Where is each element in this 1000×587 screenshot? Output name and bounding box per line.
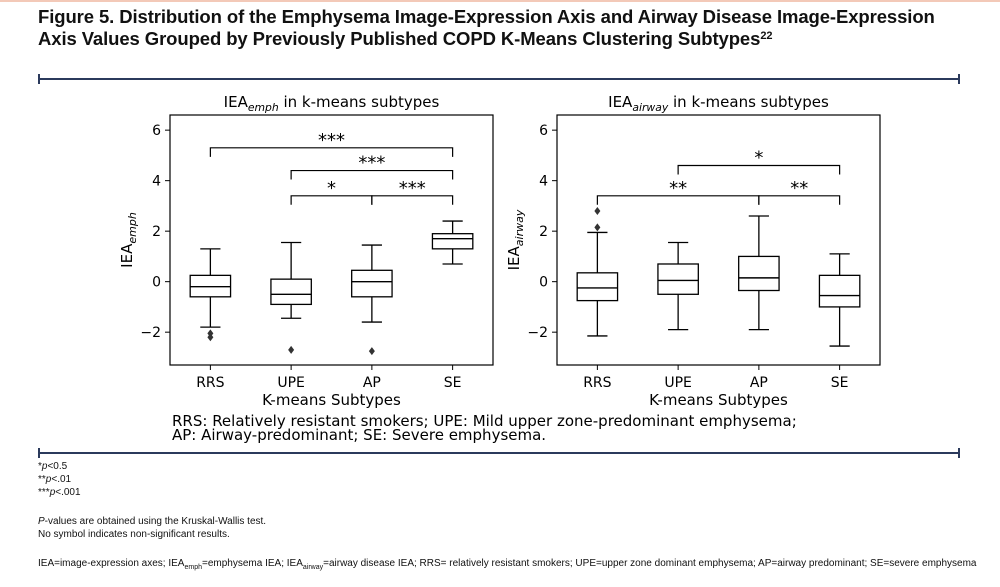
- box-se: [432, 221, 472, 264]
- significance-bracket: [759, 178, 840, 205]
- box-ap: [352, 245, 392, 355]
- box-iqr: [739, 256, 779, 290]
- x-axis-label: K-means Subtypes: [649, 391, 788, 409]
- significance-label: ***: [358, 152, 386, 174]
- box-iqr: [819, 275, 859, 307]
- footnote-sig-3-value: <.001: [55, 487, 81, 498]
- footnote-pvalues: [38, 515, 968, 528]
- box-rrs: [190, 249, 230, 341]
- box-rrs: [577, 207, 617, 336]
- significance-label: **: [790, 177, 809, 199]
- x-axis-label: K-means Subtypes: [262, 391, 401, 409]
- outlier-point: [288, 346, 294, 354]
- y-tick-label: 0: [539, 274, 548, 291]
- footnote-sig-1-mark: *: [38, 461, 42, 472]
- y-axis-label: $IEA_{emph}$: [118, 212, 139, 268]
- caption-line-2: AP: Airway-predominant; SE: Severe emphysema.: [172, 426, 547, 444]
- footnote-abbr-b: =emphysema IEA; IEA: [201, 558, 303, 569]
- x-tick-label: UPE: [277, 375, 305, 391]
- x-tick-label: AP: [749, 375, 768, 391]
- footnote-sig-1-p: p: [41, 461, 48, 472]
- y-tick-label: 4: [152, 173, 161, 190]
- x-tick-label: SE: [443, 375, 462, 391]
- footnote-sig-3: [38, 486, 968, 499]
- footnote-abbreviations: [38, 557, 977, 571]
- footnote-sig-2-mark: **: [38, 474, 46, 485]
- footnote-sig-2: [38, 473, 968, 486]
- significance-bracket: [291, 153, 453, 180]
- x-tick-label: RRS: [196, 375, 225, 391]
- box-iqr: [352, 270, 392, 297]
- significance-label: ***: [318, 129, 345, 151]
- x-tick-label: RRS: [583, 375, 612, 391]
- y-tick-label: 6: [539, 123, 548, 140]
- footnotes: [38, 460, 977, 571]
- figure-title-text: Figure 5. Distribution of the Emphysema Image-Expression Axis and Airway Disease Image-Expression Axis Values Grouped by Previously Published COPD K-Means Clustering Subtypes: [38, 6, 935, 49]
- box-iqr: [271, 279, 311, 304]
- footnote-abbr-a: IEA=image-expression axes; IEA: [38, 558, 185, 569]
- y-tick-label: −2: [140, 325, 161, 342]
- footnote-abbr-a-sub: emph: [184, 564, 202, 571]
- x-tick-label: UPE: [664, 375, 692, 391]
- box-upe: [271, 243, 311, 354]
- footnote-no-symbol: No symbol indicates non-significant results.: [38, 529, 230, 540]
- significance-label: *: [754, 147, 764, 169]
- footnote-sig-1: [38, 460, 968, 473]
- footnote-abbr-b-sub: airway: [302, 564, 324, 571]
- box-iqr: [432, 234, 472, 249]
- box-iqr: [658, 264, 698, 294]
- footnote-sig-2-p: p: [45, 474, 52, 485]
- footnote-pvalues-text: -values are obtained using the Kruskal-Wallis test.: [44, 516, 267, 527]
- y-tick-label: 6: [152, 123, 161, 140]
- footnote-sig-3-p: p: [49, 487, 56, 498]
- chart-title: $IEA_{emph}$ in k-means subtypes: [223, 93, 440, 115]
- outlier-point: [369, 347, 375, 355]
- significance-bracket: [210, 130, 452, 157]
- footnote-sig-1-value: <0.5: [47, 461, 68, 472]
- box-se: [819, 254, 859, 346]
- box-ap: [739, 216, 779, 330]
- significance-label: *: [327, 177, 336, 199]
- footnote-pvalues-p: P: [38, 516, 45, 527]
- footnote-abbr-c: =airway disease IEA; RRS= relatively resistant smokers; UPE=upper zone dominant emphysema; AP=airway predominant; SE=severe emphysema: [323, 558, 977, 569]
- footnote-sig-3-mark: ***: [38, 487, 50, 498]
- outlier-point: [594, 223, 600, 231]
- plot-frame: [557, 115, 880, 365]
- significance-label: ***: [398, 177, 426, 199]
- y-tick-label: 0: [152, 274, 161, 291]
- significance-label: **: [669, 177, 688, 199]
- y-tick-label: 2: [539, 224, 548, 241]
- box-iqr: [577, 273, 617, 301]
- x-tick-label: SE: [830, 375, 849, 391]
- caption-line-1: RRS: Relatively resistant smokers; UPE: Mild upper zone-predominant emphysema;: [172, 412, 797, 430]
- y-tick-label: −2: [527, 325, 548, 342]
- outlier-point: [594, 207, 600, 215]
- y-tick-label: 4: [539, 173, 548, 190]
- y-axis-label: $IEA_{airway}$: [505, 209, 526, 271]
- box-upe: [658, 243, 698, 330]
- significance-bracket: [678, 148, 840, 175]
- significance-bracket: [291, 178, 372, 205]
- footnote-sig-2-value: <.01: [51, 474, 72, 485]
- significance-bracket: [372, 178, 453, 205]
- y-tick-label: 2: [152, 224, 161, 241]
- chart-panel-airway: [505, 93, 880, 409]
- chart-panel-emph: [118, 93, 493, 409]
- figure-title-reference: 22: [760, 30, 773, 42]
- x-tick-label: AP: [362, 375, 381, 391]
- chart-title: $IEA_{airway}$ in k-means subtypes: [608, 93, 829, 115]
- significance-bracket: [597, 178, 759, 205]
